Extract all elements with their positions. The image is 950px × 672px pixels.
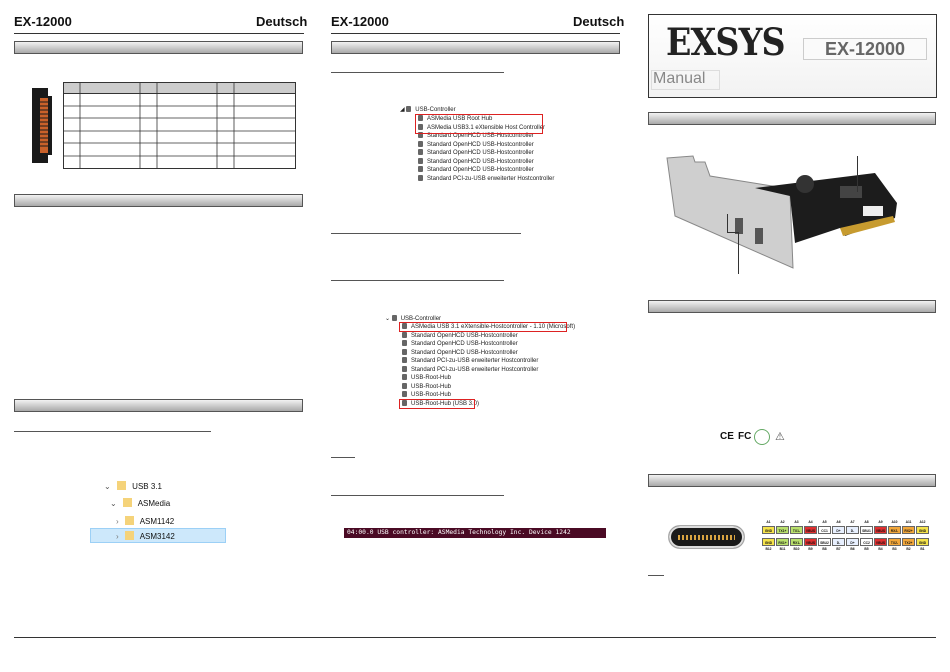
- pin-cell: D+: [846, 538, 859, 546]
- tree-item[interactable]: Standard OpenHCD USB-Hostcontroller: [418, 158, 554, 167]
- callout-line: [738, 232, 739, 274]
- chevron-down-icon: ⌄: [385, 316, 392, 322]
- folder-tree: [90, 478, 226, 546]
- pin-number: A12: [919, 520, 926, 524]
- pin-cell: VBUS: [874, 526, 887, 534]
- pin-cell: VBUS: [804, 538, 817, 546]
- pin-number: B10: [793, 547, 800, 551]
- tree-item[interactable]: USB-Root-Hub: [402, 383, 575, 392]
- folder-icon: [125, 516, 134, 525]
- section-bar: [648, 474, 936, 487]
- rohs-icon: [754, 429, 770, 445]
- folder-icon: [117, 481, 126, 490]
- highlight-box: [399, 399, 475, 409]
- col1-model: EX-12000: [14, 14, 72, 29]
- pin-cell: GND: [762, 538, 775, 546]
- pin-number: B8: [822, 547, 827, 551]
- usb-c-pinout: [762, 520, 932, 552]
- usb-icon: [392, 315, 397, 321]
- usb-icon: [402, 383, 407, 389]
- callout-line: [857, 156, 858, 192]
- callout-line: [727, 214, 728, 232]
- usb-icon: [402, 349, 407, 355]
- usb-icon: [402, 357, 407, 363]
- tree-item[interactable]: Standard PCI-zu-USB erweiterter Hostcontroller: [402, 357, 575, 366]
- chevron-right-icon: ›: [116, 517, 119, 526]
- tree-item[interactable]: ASMedia USB Root Hub: [418, 115, 554, 124]
- sata-connector-graphic: [30, 88, 54, 163]
- section-bar: [14, 194, 303, 207]
- usb-icon: [402, 332, 407, 338]
- pin-number: A1: [766, 520, 771, 524]
- pin-number: B1: [920, 547, 925, 551]
- pin-cell: RX1+: [776, 538, 789, 546]
- pin-number: A8: [864, 520, 869, 524]
- usb-icon: [406, 106, 411, 112]
- usb-icon: [418, 166, 423, 172]
- col2-model: EX-12000: [331, 14, 389, 29]
- device-manager-list-2: [402, 323, 575, 408]
- pin-cell: TX2-: [888, 538, 901, 546]
- pin-cell: D+: [832, 526, 845, 534]
- highlight-box: [415, 114, 543, 134]
- tree-item[interactable]: Standard OpenHCD USB-Hostcontroller: [418, 141, 554, 150]
- pin-cell: TX2+: [902, 538, 915, 546]
- footer-rule: [14, 637, 936, 638]
- tree-item[interactable]: USB-Root-Hub (USB 3.0): [402, 400, 575, 409]
- usb-icon: [418, 158, 423, 164]
- pin-cell: TX1+: [776, 526, 789, 534]
- chevron-down-icon: ⌄: [110, 499, 117, 508]
- manual-label: Manual: [653, 70, 706, 87]
- tree-item[interactable]: Standard OpenHCD USB-Hostcontroller: [402, 332, 575, 341]
- section-bar: [331, 41, 620, 54]
- underline: [331, 457, 355, 458]
- pin-number: A4: [808, 520, 813, 524]
- usb-icon: [418, 149, 423, 155]
- pin-cell: GND: [762, 526, 775, 534]
- col1-header-rule: [14, 33, 304, 34]
- section-bar: [648, 300, 936, 313]
- folder-icon: [123, 498, 132, 507]
- terminal-output: 04:00.0 USB controller: ASMedia Technology Inc. Device 1242: [344, 528, 606, 538]
- section-bar: [14, 399, 303, 412]
- pin-cell: SBU1: [860, 526, 873, 534]
- pin-number: A3: [794, 520, 799, 524]
- pin-number: B2: [906, 547, 911, 551]
- section-bar: [648, 112, 936, 125]
- pin-number: A9: [878, 520, 883, 524]
- tree-item[interactable]: Standard OpenHCD USB-Hostcontroller: [418, 166, 554, 175]
- col2-lang: Deutsch: [573, 14, 625, 29]
- tree-item[interactable]: Standard OpenHCD USB-Hostcontroller: [402, 340, 575, 349]
- usb-icon: [402, 366, 407, 372]
- pin-number: A11: [905, 520, 912, 524]
- usb-icon: [402, 391, 407, 397]
- usb-icon: [418, 175, 423, 181]
- folder-icon: [125, 531, 134, 540]
- pin-number: A2: [780, 520, 785, 524]
- pin-cell: CC2: [860, 538, 873, 546]
- pin-number: B12: [765, 547, 772, 551]
- pin-number: B3: [892, 547, 897, 551]
- weee-icon: ⚠: [775, 431, 785, 443]
- pin-number: B6: [850, 547, 855, 551]
- tree-item[interactable]: Standard OpenHCD USB-Hostcontroller: [418, 132, 554, 141]
- pin-number: A5: [822, 520, 827, 524]
- pin-number: B7: [836, 547, 841, 551]
- cover-model: EX-12000: [824, 39, 906, 59]
- pin-number: A6: [836, 520, 841, 524]
- underline: [331, 280, 504, 281]
- pin-number: B5: [864, 547, 869, 551]
- tree-item[interactable]: ASMedia USB 3.1 eXtensible-Hostcontroller - 1.10 (Microsoft): [402, 323, 575, 332]
- tree-root[interactable]: ⌄ USB-Controller: [385, 316, 442, 322]
- pin-cell: RX1-: [790, 538, 803, 546]
- pin-number: A7: [850, 520, 855, 524]
- pin-number: A10: [891, 520, 898, 524]
- manual-box: [651, 70, 720, 90]
- tree-item[interactable]: Standard PCI-zu-USB erweiterter Hostcontroller: [402, 366, 575, 375]
- tree-root[interactable]: ◢ USB-Controller: [400, 107, 456, 113]
- pin-table: [63, 82, 296, 169]
- tree-item[interactable]: USB-Root-Hub: [402, 374, 575, 383]
- folder-item[interactable]: ⌄ ASMedia: [110, 499, 171, 508]
- underline: [648, 575, 664, 576]
- pin-cell: GND: [916, 538, 929, 546]
- pin-cell: D-: [832, 538, 845, 546]
- pin-cell: RX2-: [888, 526, 901, 534]
- fcc-logo: F​C: [738, 431, 752, 442]
- usb-icon: [418, 141, 423, 147]
- section-bar: [14, 41, 303, 54]
- pin-cell: VBUS: [804, 526, 817, 534]
- underline: [331, 72, 504, 73]
- pin-number: B4: [878, 547, 883, 551]
- underline: [14, 431, 211, 432]
- pin-cell: TX1-: [790, 526, 803, 534]
- chevron-down-icon: ⌄: [104, 482, 111, 491]
- exsys-logo: EXSYS: [666, 20, 785, 64]
- chevron-right-icon: ›: [116, 532, 119, 541]
- tree-item[interactable]: Standard PCI-zu-USB erweiterter Hostcontroller: [418, 175, 554, 184]
- pin-cell: CC1: [818, 526, 831, 534]
- underline: [331, 495, 504, 496]
- usb-c-port-image: [668, 525, 745, 549]
- usb-icon: [402, 374, 407, 380]
- folder-item[interactable]: › ASM3142: [116, 532, 175, 541]
- chevron-down-icon: ◢: [400, 107, 407, 113]
- highlight-box: [399, 322, 567, 332]
- folder-item[interactable]: ⌄ USB 3.1: [104, 482, 162, 491]
- pin-cell: D-: [846, 526, 859, 534]
- folder-item[interactable]: › ASM1142: [116, 517, 175, 526]
- pin-cell: VBUS: [874, 538, 887, 546]
- pin-number: B9: [808, 547, 813, 551]
- pin-number: B11: [779, 547, 786, 551]
- pin-cell: SBU2: [818, 538, 831, 546]
- col1-lang: Deutsch: [256, 14, 308, 29]
- pcie-card-image: [665, 148, 905, 278]
- usb-icon: [402, 340, 407, 346]
- pin-cell: GND: [916, 526, 929, 534]
- pin-cell: RX2+: [902, 526, 915, 534]
- underline: [331, 233, 521, 234]
- tree-item[interactable]: ASMedia USB3.1 eXtensible Host Controller: [418, 124, 554, 133]
- tree-item[interactable]: USB-Root-Hub: [402, 391, 575, 400]
- tree-item[interactable]: Standard OpenHCD USB-Hostcontroller: [402, 349, 575, 358]
- tree-item[interactable]: Standard OpenHCD USB-Hostcontroller: [418, 149, 554, 158]
- col2-header-rule: [331, 33, 620, 34]
- ce-logo: C​E: [720, 431, 734, 442]
